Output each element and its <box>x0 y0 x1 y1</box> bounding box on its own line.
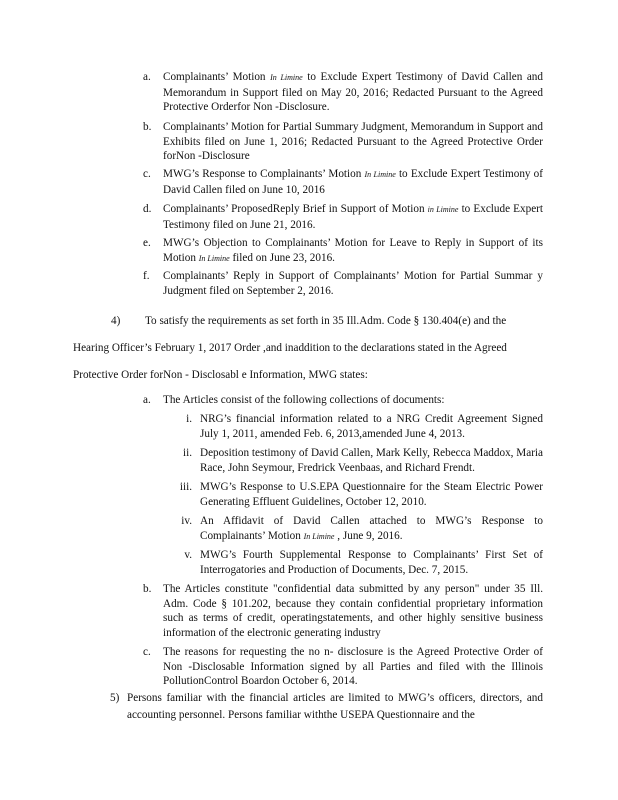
paragraph-5 <box>110 690 543 724</box>
list-item <box>143 70 543 115</box>
list-marker: a. <box>143 394 151 406</box>
list-marker: f. <box>143 270 150 282</box>
paragraph-line: 4) To satisfy the requirements as set forth in 35 Ill.Adm. Code § 130.404(e) and the <box>73 308 543 335</box>
list-text: NRG’s financial information related to a NRG Credit Agreement Signed July 1, 2011, amended Feb. 6, 2013,amended June 4, 2013. <box>200 413 543 440</box>
list-text: MWG’s Response to U.S.EPA Questionnaire for the Steam Electric Power Generating Effluent Guidelines, October 12, 2010. <box>200 481 543 508</box>
paragraph-number: 5) <box>110 692 120 704</box>
paragraph-4 <box>73 308 543 389</box>
list-marker: ii. <box>182 447 192 459</box>
list-text: Complainants’ Reply in Support of Complainants’ Motion for Partial Summar y Judgment filed on September 2, 2016. <box>163 270 543 297</box>
list-text: Complainants’ ProposedReply Brief in Support of Motion in Limine to Exclude Expert Testimony filed on June 21, 2016. <box>163 203 544 231</box>
roman-list-item <box>170 480 543 509</box>
latin-term: In Limine <box>270 73 303 82</box>
list-marker: b. <box>143 583 152 595</box>
list-text: The reasons for requesting the no n- disclosure is the Agreed Protective Order of Non -Disclosable Information signed by all Parties and filed with the Illinois PollutionControl Boardon October 6, 2014. <box>163 646 543 688</box>
list-text: An Affidavit of David Callen attached to MWG’s Response to Complainants’ Motion In Limine , June 9, 2016. <box>200 515 543 542</box>
list-text: Deposition testimony of David Callen, Mark Kelly, Rebecca Maddox, Maria Race, John Seymour, Fredrick Veenbaas, and Richard Frendt. <box>200 447 543 474</box>
list-marker: iii. <box>179 481 192 493</box>
roman-list-item <box>170 412 543 441</box>
list-marker: d. <box>143 203 152 215</box>
list-item <box>143 167 543 197</box>
list-marker: c. <box>143 168 151 180</box>
list-item <box>143 393 543 408</box>
list-marker: iv. <box>181 515 192 527</box>
list-text: The Articles constitute "confidential data submitted by any person" under 35 Ill. Adm. Code § 101.202, because they contain confidential proprietary information such as terms of credit, operatingstatements, and other highly sensitive business information of the electronic generating industry <box>163 583 543 639</box>
list-marker: e. <box>143 237 151 249</box>
latin-term: In Limine <box>364 170 396 179</box>
list-item <box>143 645 543 689</box>
roman-list-item <box>170 548 543 577</box>
list-marker: c. <box>143 646 151 658</box>
list-marker: i. <box>186 413 192 425</box>
list-item <box>143 202 543 232</box>
list-text: The Articles consist of the following collections of documents: <box>163 394 445 406</box>
latin-term: In Limine <box>198 253 230 263</box>
list-text: MWG’s Objection to Complainants’ Motion for Leave to Reply in Support of its Motion In Limine filed on June 23, 2016. <box>163 237 543 264</box>
list-item <box>143 582 543 640</box>
roman-list-item <box>170 514 543 544</box>
paragraph-text: Persons familiar with the financial articles are limited to MWG’s officers, directors, and accounting personnel. Persons familiar withthe USEPA Questionnaire and the <box>127 692 543 721</box>
list-item <box>143 120 543 164</box>
paragraph-line: Hearing Officer’s February 1, 2017 Order ,and inaddition to the declarations stated in the Agreed <box>73 342 507 354</box>
latin-term: In Limine <box>303 531 335 541</box>
paragraph-line: Protective Order forNon - Disclosabl e Information, MWG states: <box>73 369 368 381</box>
list-text: MWG’s Fourth Supplemental Response to Complainants’ First Set of Interrogatories and Production of Documents, Dec. 7, 2015. <box>200 549 543 576</box>
list-marker: v. <box>184 549 192 561</box>
list-text: MWG’s Response to Complainants’ Motion In Limine to Exclude Expert Testimony of David Callen filed on June 10, 2016 <box>163 168 543 196</box>
list-item <box>143 269 543 298</box>
list-text: Complainants’ Motion In Limine to Exclude Expert Testimony of David Callen and Memorandum in Support filed on May 20, 2016; Redacted Pursuant to the Agreed Protective Orderfor Non -Disclosure. <box>163 71 543 114</box>
paragraph-number: 4) <box>111 315 121 327</box>
roman-list-item <box>170 446 543 475</box>
list-text: Complainants’ Motion for Partial Summary Judgment, Memorandum in Support and Exhibits filed on June 1, 2016; Redacted Pursuant to the Agreed Protective Order forNon -Disclosure <box>163 121 543 163</box>
list-item <box>143 236 543 266</box>
list-marker: b. <box>143 121 152 133</box>
latin-term: in Limine <box>427 205 459 214</box>
list-marker: a. <box>143 71 151 83</box>
